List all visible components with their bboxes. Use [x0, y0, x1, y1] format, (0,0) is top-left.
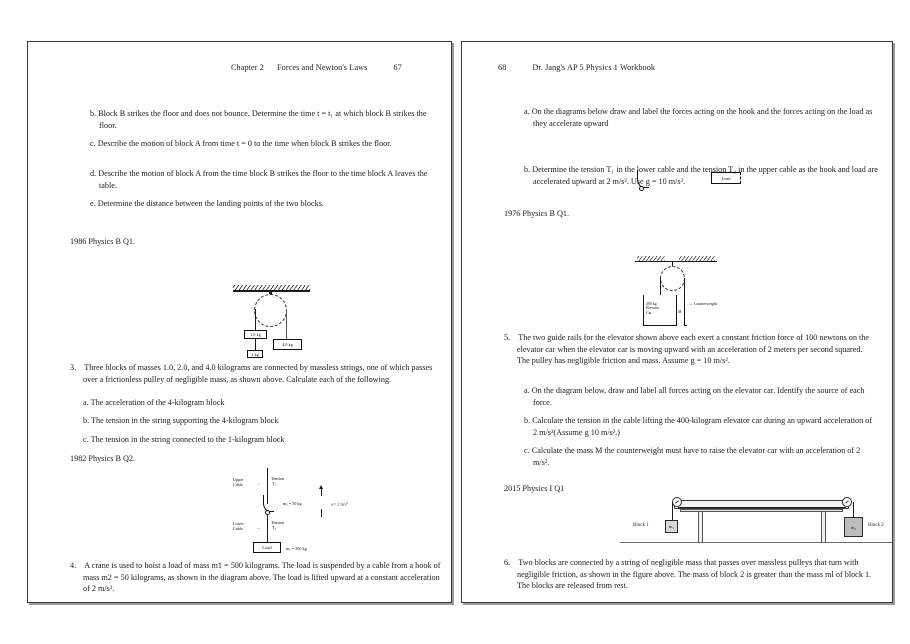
- acceleration-arrow-shaft-top: [321, 489, 322, 496]
- acceleration-arrow-shaft-bottom: [321, 509, 322, 517]
- question-5-b: b. Calculate the tension in the cable lifting the 400-kilogram elevator car during an upward acceleration of 2 m/s²(Assume g 10 m/s².): [524, 416, 873, 437]
- upper-cable-label: Upper Cable: [233, 477, 244, 487]
- running-head-book-title: Dr. Jang's AP 5 Physics 1 Workbook: [532, 63, 656, 72]
- load-box: Load: [253, 542, 281, 553]
- running-head-title: Forces and Newton's Laws: [276, 63, 368, 72]
- block-2-label: Block 2: [868, 523, 884, 528]
- running-head-left: [231, 63, 402, 72]
- load-mass-label: $m_1 = 500$ kg: [286, 546, 307, 552]
- block-mass-bottom: 2 kg: [247, 350, 263, 358]
- question-6: [504, 557, 877, 592]
- question-3-stem: Three blocks of masses 1.0, 2.0, and 4.0 kilograms are connected by massless strings, one of which passes over a frictionless pulley of negligible mass, as shown above. Calculate each of the following.: [83, 363, 433, 384]
- figure-three-block-pulley: [216, 281, 356, 361]
- question-3-c: c. The tension in the string connected to the 1-kilogram block: [83, 435, 285, 444]
- item-d-left: d. Describe the motion of block A from the time block B strikes the floor to the time block A leaves the table.: [90, 169, 428, 190]
- question-3-b: b. The tension in the string supporting the 4-kilogram block: [83, 416, 279, 425]
- counterweight-mass-label: M: [678, 310, 682, 314]
- question-5-stem: The two guide rails for the elevator shown above each exert a constant friction force of 100 newtons on the elevator car when the elevator car is moving upward with an acceleration of 2 meters per second squared. The pulley has negligible friction and mass. Assume g = 10 m/s².: [517, 333, 869, 366]
- counterweight-label: → Counterweight: [689, 302, 717, 306]
- source-label-2015: 2015 Physics I Q1: [504, 484, 565, 493]
- question-4-cont-b: b. Determine the tension T₁ in the lower cable and the tension T₂ in the upper cable as the hook and load are accelerated upward at 2 m/s². Use g = 10 m/s².: [524, 165, 878, 186]
- figure-crane-hook-load: [203, 465, 368, 560]
- pulley-left: [672, 497, 682, 507]
- running-head-right: [498, 63, 655, 72]
- string-across-table: [678, 507, 846, 508]
- load-box-blank: Load: [711, 172, 741, 184]
- question-4-stem: A crane is used to hoist a load of mass m1 = 500 kilograms. The load is suspended by a cable from a hook of mass m2 = 50 kilograms, as shown in the diagram above. The load is lifted upward at a constant acceleration of 2 m/s².: [83, 561, 441, 594]
- page-left: [27, 41, 452, 603]
- source-label-1976: 1976 Physics B Q1.: [504, 209, 570, 218]
- item-c-left: c. Describe the motion of block A from time t = 0 to the time when block B strikes the floor.: [90, 139, 392, 148]
- tension-t2-label: Tension $T_2$: [271, 476, 285, 487]
- question-3-a: a. The acceleration of the 4-kilogram block: [83, 398, 225, 407]
- question-6-number: 6.: [504, 558, 511, 567]
- block-1-label: Block 1: [633, 523, 649, 528]
- question-4-number: 4.: [70, 561, 77, 570]
- block-mass-right: 4.0 kg: [273, 339, 302, 350]
- upper-cable-leader: →: [256, 481, 261, 486]
- item-b-left: b. Block B strikes the floor and does not bounce. Determine the time t = t₁ at which block B strikes the floor.: [90, 109, 427, 130]
- question-4: [70, 560, 441, 595]
- figure-elevator-counterweight: [627, 250, 757, 334]
- table-top-edge: [680, 509, 843, 512]
- running-head-chapter: Chapter 2: [231, 63, 264, 72]
- block-2: m₂: [844, 517, 863, 537]
- source-label-1982: 1982 Physics B Q2.: [70, 454, 136, 463]
- lower-cable-line: [267, 515, 268, 542]
- acceleration-label: a = 2 $m/s^2$: [331, 501, 348, 507]
- ceiling-line: [635, 261, 717, 262]
- page-right: [461, 41, 893, 603]
- pulley-right: [842, 497, 852, 507]
- question-5-c: c. Calculate the mass M the counterweight must have to raise the elevator car with an acceleration of 2 m/s².: [524, 446, 861, 467]
- elevator-car-label: 400 kg Elevator Car: [646, 302, 660, 315]
- hook-mass-label: $m_2 = 50$ kg: [283, 501, 302, 507]
- question-4-cont-a: a. On the diagrams below draw and label the forces acting on the hook and the forces acting on the load as they accelerate upward: [524, 107, 873, 128]
- figure-two-blocks-table: [610, 489, 893, 551]
- question-3: [70, 362, 441, 385]
- table-leg-left: [698, 512, 703, 542]
- block-mass-top: 1.0 kg: [244, 330, 267, 339]
- floor-line: [620, 542, 893, 543]
- question-6-stem: Two blocks are connected by a string of negligible mass that passes over massless pulleys that turn with negligible friction, as shown in the figure above. The mass of block 2 is greater than the mass ml of block 1. The blocks are released from rest.: [517, 558, 872, 591]
- lower-cable-label: Lower Cable: [233, 521, 244, 531]
- question-3-number: 3.: [70, 363, 77, 372]
- table-leg-right: [821, 512, 826, 542]
- pulley-wheel: [660, 266, 685, 291]
- source-label-1986: 1986 Physics B Q1.: [70, 237, 136, 246]
- string-left-vertical: [672, 502, 673, 522]
- tension-t1-label: Tension $T_1$: [271, 520, 285, 531]
- pulley-wheel: [254, 294, 287, 327]
- lower-cable-leader: →: [256, 525, 261, 530]
- block-1: m₁: [665, 520, 678, 533]
- question-5: [504, 332, 877, 367]
- item-e-left: e. Determine the distance between the landing points of the two blocks.: [90, 199, 324, 208]
- question-5-a: a. On the diagram below, draw and label all forces acting on the elevator car. Identify the source of each force.: [524, 386, 865, 407]
- string-left-upper: [255, 309, 256, 330]
- page-number-left: 67: [393, 63, 402, 72]
- question-5-number: 5.: [504, 333, 511, 342]
- counterweight-rail: [684, 295, 687, 326]
- pulley-label: ·· ·: [687, 266, 692, 270]
- page-number-right: 68: [498, 63, 507, 72]
- string-right: [286, 309, 287, 342]
